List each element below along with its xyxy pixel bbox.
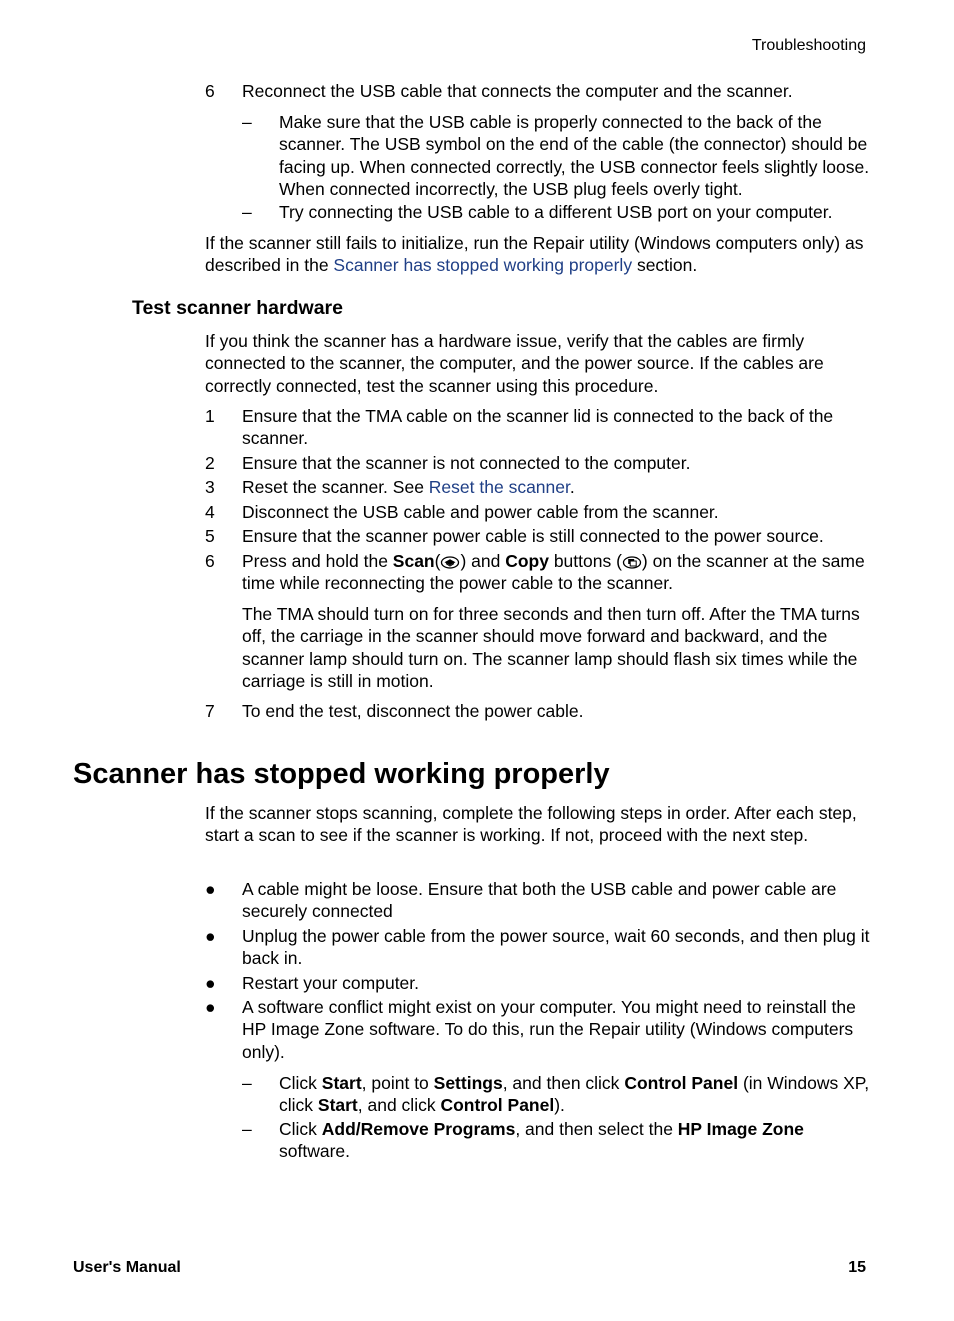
substep-text: Click Add/Remove Programs, and then select the HP Image Zone software. <box>279 1119 804 1162</box>
hardware-step <box>205 525 870 547</box>
link-reset-scanner[interactable]: Reset the scanner <box>428 477 570 497</box>
bullet-marker: ● <box>205 926 216 946</box>
step-text: Reconnect the USB cable that connects the computer and the scanner. <box>242 81 793 101</box>
hardware-step <box>205 405 870 450</box>
dash-marker: – <box>242 1073 252 1093</box>
usb-substep <box>242 111 870 200</box>
bullet-marker: ● <box>205 997 216 1017</box>
copy-button-label: Copy <box>505 551 549 571</box>
step-number: 7 <box>205 701 215 721</box>
section-heading-test-hardware: Test scanner hardware <box>132 297 343 319</box>
hardware-intro: If you think the scanner has a hardware issue, verify that the cables are firmly connected to the scanner, the computer, and the power source. If the cables are correctly connected, test the scanner using this procedure. <box>205 331 824 396</box>
step-number: 3 <box>205 477 215 497</box>
bullet-item <box>205 996 870 1063</box>
scan-button-icon <box>440 554 460 570</box>
repair-substep <box>242 1072 870 1117</box>
footer-page-number: 15 <box>848 1259 866 1276</box>
scan-button-label: Scan <box>392 551 435 571</box>
substep-text: Click Start, point to Settings, and then click Control Panel (in Windows XP, click Start, and click Control Panel). <box>279 1073 870 1116</box>
hardware-step <box>205 476 870 498</box>
step-number: 1 <box>205 406 215 426</box>
dash-marker: – <box>242 1119 252 1139</box>
hardware-step <box>205 700 870 722</box>
repair-note: If the scanner still fails to initialize, run the Repair utility (Windows computers only) as described in the Scanner has stopped working properly section. <box>205 233 864 276</box>
step-number: 4 <box>205 502 215 522</box>
running-header: Troubleshooting <box>751 37 866 54</box>
hardware-step <box>205 452 870 474</box>
bullet-item <box>205 878 870 923</box>
section-heading-scanner-stopped: Scanner has stopped working properly <box>73 758 610 790</box>
step-number: 6 <box>205 551 215 571</box>
bullet-marker: ● <box>205 879 216 899</box>
step-text: Reset the scanner. See Reset the scanner. <box>242 477 575 497</box>
tma-note: The TMA should turn on for three seconds and then turn off. After the TMA turns off, the carriage in the scanner should move forward and backward, and the scanner lamp should turn on. The scanner lamp should flash six times while the carriage is still in motion. <box>242 604 860 691</box>
footer-manual-title: User's Manual <box>73 1259 181 1276</box>
step-text: To end the test, disconnect the power cable. <box>242 701 584 721</box>
bullet-item <box>205 972 870 994</box>
step-number: 2 <box>205 453 215 473</box>
step-text: Press and hold the Scan( ) and Copy buttons ( ) on the scanner at the same time while reconnecting the power cable to the scanner. <box>242 551 865 594</box>
bullet-item <box>205 925 870 970</box>
step-text: Disconnect the USB cable and power cable from the scanner. <box>242 502 719 522</box>
substep-text: Try connecting the USB cable to a different USB port on your computer. <box>279 202 833 222</box>
step-number: 6 <box>205 81 215 101</box>
step-number: 5 <box>205 526 215 546</box>
substep-text: Make sure that the USB cable is properly connected to the back of the scanner. The USB symbol on the end of the cable (the connector) should be facing up. When connected correctly, the USB connector feels slightly loose. When connected incorrectly, the USB plug feels overly tight. <box>279 112 870 199</box>
usb-step <box>205 80 870 102</box>
step-text: Ensure that the TMA cable on the scanner lid is connected to the back of the scanner. <box>242 406 834 449</box>
bullet-text: A software conflict might exist on your computer. You might need to reinstall the HP Image Zone software. To do this, run the Repair utility (Windows computers only). <box>242 997 856 1062</box>
step-text: Ensure that the scanner power cable is still connected to the power source. <box>242 526 824 546</box>
bullet-text: Restart your computer. <box>242 973 420 993</box>
step-text: Ensure that the scanner is not connected to the computer. <box>242 453 691 473</box>
usb-substep <box>242 201 870 223</box>
bullet-marker: ● <box>205 973 216 993</box>
bullet-text: A cable might be loose. Ensure that both the USB cable and power cable are securely connected <box>242 879 837 922</box>
dash-marker: – <box>242 202 252 222</box>
bullet-text: Unplug the power cable from the power source, wait 60 seconds, and then plug it back in. <box>242 926 870 969</box>
dash-marker: – <box>242 112 252 132</box>
hardware-step <box>205 550 870 595</box>
link-scanner-stopped[interactable]: Scanner has stopped working properly <box>333 255 633 276</box>
hardware-step <box>205 501 870 523</box>
repair-substep <box>242 1118 870 1163</box>
stopped-intro: If the scanner stops scanning, complete the following steps in order. After each step, start a scan to see if the scanner is working. If not, proceed with the next step. <box>205 803 857 846</box>
copy-button-icon <box>622 554 642 570</box>
